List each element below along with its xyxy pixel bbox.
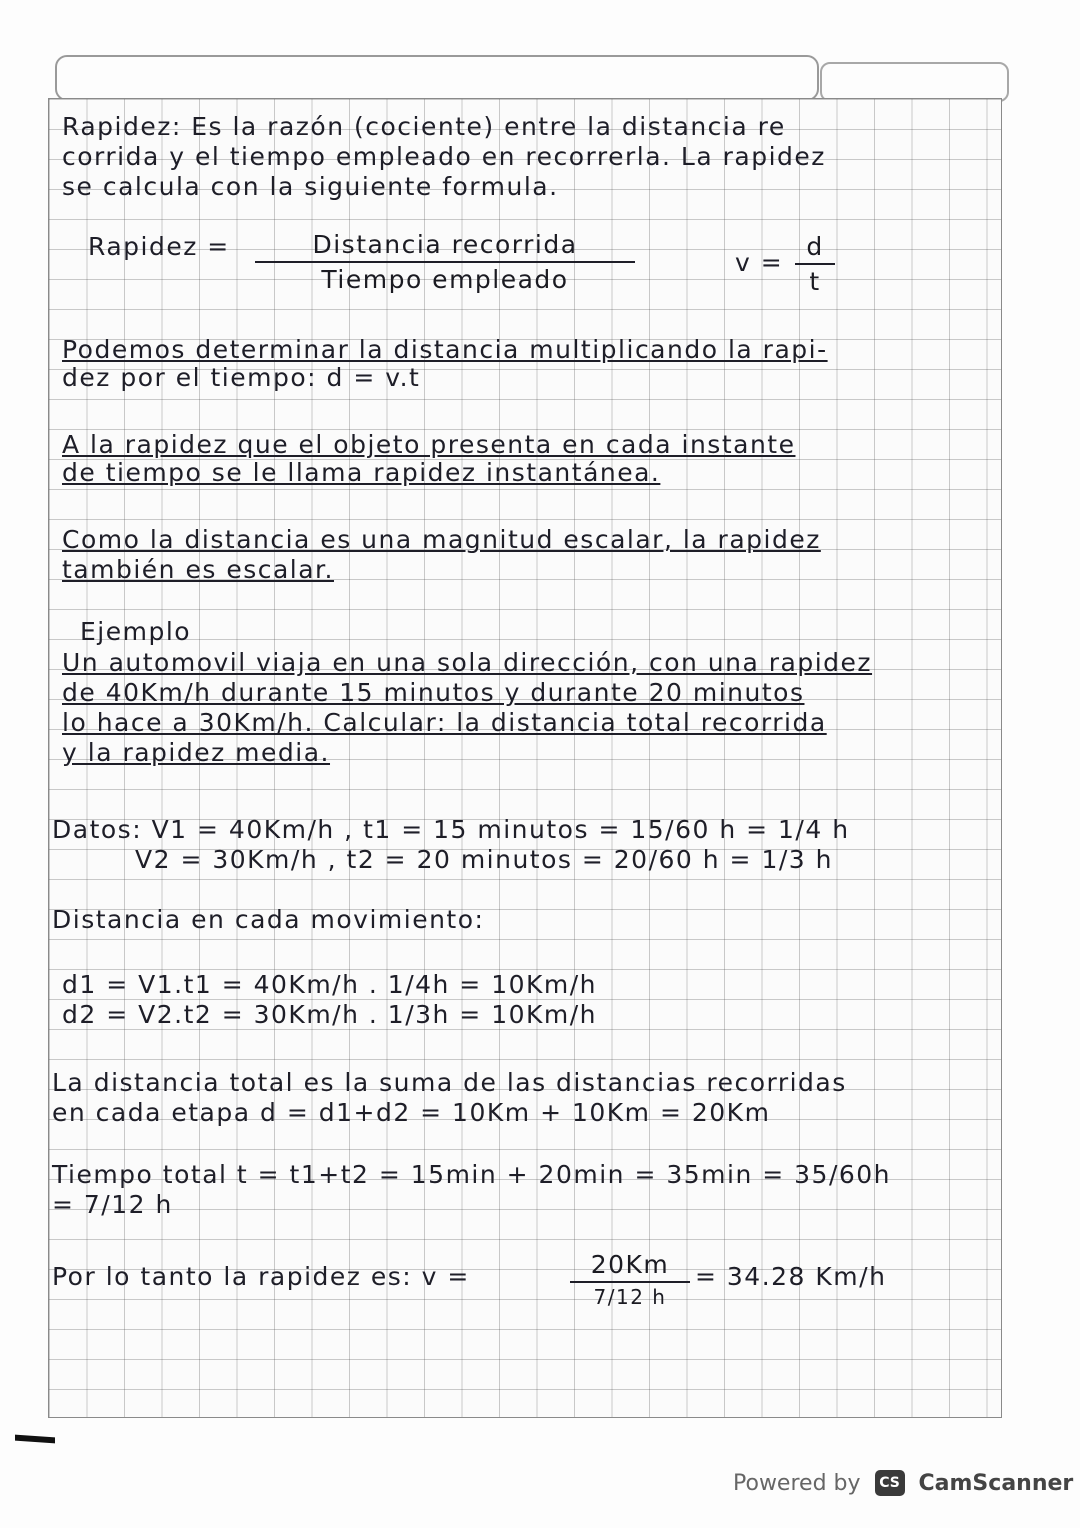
- example-line-4: y la rapidez media.: [62, 738, 331, 767]
- distance-line-1: Podemos determinar la distancia multiplicando la rapi-: [62, 335, 828, 364]
- formula-fraction: [255, 230, 635, 294]
- formula-short-lhs: v =: [735, 248, 784, 277]
- result-prefix: Por lo tanto la rapidez es: v =: [52, 1262, 470, 1291]
- formula-short-fraction: [795, 232, 835, 296]
- distancia-d1: d1 = V1.t1 = 40Km/h . 1/4h = 10Km/h: [62, 970, 598, 999]
- formula-denominator: Tiempo empleado: [321, 265, 569, 294]
- distancia-d2: d2 = V2.t2 = 30Km/h . 1/3h = 10Km/h: [62, 1000, 598, 1029]
- distancia-title: Distancia en cada movimiento:: [52, 905, 485, 934]
- example-title: Ejemplo: [80, 617, 192, 646]
- camscanner-brand: CamScanner: [918, 1470, 1074, 1496]
- intro-line-3: se calcula con la siguiente formula.: [62, 172, 559, 201]
- datos-line-2: V2 = 30Km/h , t2 = 20 minutos = 20/60 h = 1/3 h: [135, 845, 833, 874]
- distance-line-2: dez por el tiempo: d = v.t: [62, 363, 421, 392]
- instant-line-1: A la rapidez que el objeto presenta en cada instante: [62, 430, 796, 459]
- page-edge-shadow: [15, 1435, 55, 1444]
- scalar-line-2: también es escalar.: [62, 555, 334, 584]
- total-dist-line-2: en cada etapa d = d1+d2 = 10Km + 10Km = 20Km: [52, 1098, 771, 1127]
- powered-by-label: Powered by: [733, 1470, 861, 1496]
- total-time-line-1: Tiempo total t = t1+t2 = 15min + 20min = 35min = 35/60h: [52, 1160, 892, 1189]
- header-box: [55, 55, 819, 101]
- total-dist-line-1: La distancia total es la suma de las distancias recorridas: [52, 1068, 847, 1097]
- scalar-line-1: Como la distancia es una magnitud escalar, la rapidez: [62, 525, 821, 554]
- result-value: = 34.28 Km/h: [695, 1262, 887, 1291]
- formula-short-numerator: d: [795, 232, 835, 265]
- result-fraction: [570, 1250, 690, 1309]
- result-numerator: 20Km: [570, 1250, 690, 1283]
- instant-line-2: de tiempo se le llama rapidez instantánea.: [62, 458, 661, 487]
- formula-numerator: Distancia recorrida: [255, 230, 635, 263]
- total-time-line-2: = 7/12 h: [52, 1190, 173, 1219]
- camscanner-logo-icon: CS: [875, 1470, 905, 1496]
- intro-line-1: Rapidez: Es la razón (cociente) entre la distancia re: [62, 112, 786, 141]
- result-denominator: 7/12 h: [593, 1285, 667, 1309]
- datos-line-1: Datos: V1 = 40Km/h , t1 = 15 minutos = 15/60 h = 1/4 h: [52, 815, 850, 844]
- camscanner-watermark: [733, 1470, 1073, 1496]
- date-box: [820, 62, 1009, 102]
- formula-lhs: Rapidez =: [88, 232, 230, 261]
- example-line-3: lo hace a 30Km/h. Calcular: la distancia total recorrida: [62, 708, 827, 737]
- intro-line-2: corrida y el tiempo empleado en recorrerla. La rapidez: [62, 142, 826, 171]
- example-line-2: de 40Km/h durante 15 minutos y durante 20 minutos: [62, 678, 805, 707]
- formula-short-denominator: t: [809, 267, 821, 296]
- example-line-1: Un automovil viaja en una sola dirección, con una rapidez: [62, 648, 873, 677]
